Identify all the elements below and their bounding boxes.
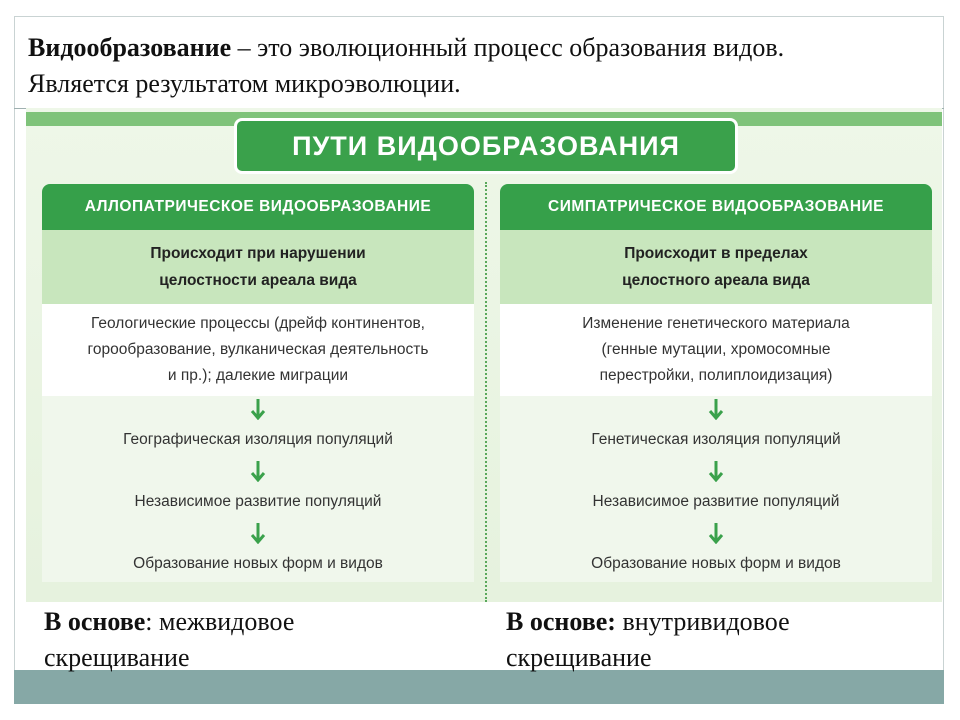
- basis-right-text: внутривидовое: [615, 607, 790, 636]
- column-divider: [485, 182, 487, 602]
- sympatric-step1: Генетическая изоляция популяций: [500, 422, 932, 458]
- sympatric-cause-line3: перестройки, полиплоидизация): [599, 367, 833, 384]
- allopatric-step1: Географическая изоляция популяций: [42, 422, 474, 458]
- allopatric-header: АЛЛОПАТРИЧЕСКОЕ ВИДООБРАЗОВАНИЕ: [42, 184, 474, 230]
- allopatric-cause-line2: горообразование, вулканическая деятельность: [87, 341, 429, 358]
- down-arrow-icon: [500, 520, 932, 546]
- allopatric-condition-line2: целостности ареала вида: [159, 272, 357, 289]
- definition-body: – это эволюционный процесс образования видов.: [231, 33, 785, 62]
- down-arrow-icon: [500, 458, 932, 484]
- allopatric-cause-line1: Геологические процессы (дрейф континентов,: [90, 315, 425, 332]
- sympatric-step2: Независимое развитие популяций: [500, 484, 932, 520]
- allopatric-condition: [42, 230, 474, 304]
- sympatric-step3: Образование новых форм и видов: [500, 546, 932, 582]
- down-arrow-icon: [42, 396, 474, 422]
- allopatric-step2: Независимое развитие популяций: [42, 484, 474, 520]
- allopatric-body: [42, 304, 474, 582]
- basis-right: [506, 604, 926, 676]
- sympatric-condition-line1: Происходит в пределах: [624, 245, 808, 262]
- down-arrow-icon: [42, 458, 474, 484]
- speciation-diagram: [26, 108, 942, 602]
- allopatric-step3: Образование новых форм и видов: [42, 546, 474, 582]
- definition-line2: Является результатом микроэволюции.: [28, 69, 461, 98]
- basis-left: [44, 604, 464, 676]
- allopatric-cause: [42, 304, 474, 396]
- down-arrow-icon: [500, 396, 932, 422]
- basis-left-label: В основе: [44, 607, 146, 636]
- sympatric-condition: [500, 230, 932, 304]
- sympatric-condition-line2: целостного ареала вида: [622, 272, 810, 289]
- sympatric-cause-line2: (генные мутации, хромосомные: [601, 341, 831, 358]
- basis-left-line2: скрещивание: [44, 643, 190, 672]
- definition-text: [28, 30, 948, 102]
- sympatric-body: [500, 304, 932, 582]
- sympatric-cause-line1: Изменение генетического материала: [582, 315, 850, 332]
- sympatric-cause: [500, 304, 932, 396]
- basis-right-label: В основе:: [506, 607, 616, 636]
- diagram-title: ПУТИ ВИДООБРАЗОВАНИЯ: [234, 118, 738, 174]
- definition-term: Видообразование: [28, 33, 232, 62]
- basis-left-text: : межвидовое: [145, 607, 295, 636]
- basis-right-line2: скрещивание: [506, 643, 652, 672]
- down-arrow-icon: [42, 520, 474, 546]
- sympatric-header: СИМПАТРИЧЕСКОЕ ВИДООБРАЗОВАНИЕ: [500, 184, 932, 230]
- allopatric-cause-line3: и пр.); далекие миграции: [167, 367, 349, 384]
- allopatric-condition-line1: Происходит при нарушении: [150, 245, 366, 262]
- sympatric-column: [500, 184, 932, 582]
- allopatric-column: [42, 184, 474, 582]
